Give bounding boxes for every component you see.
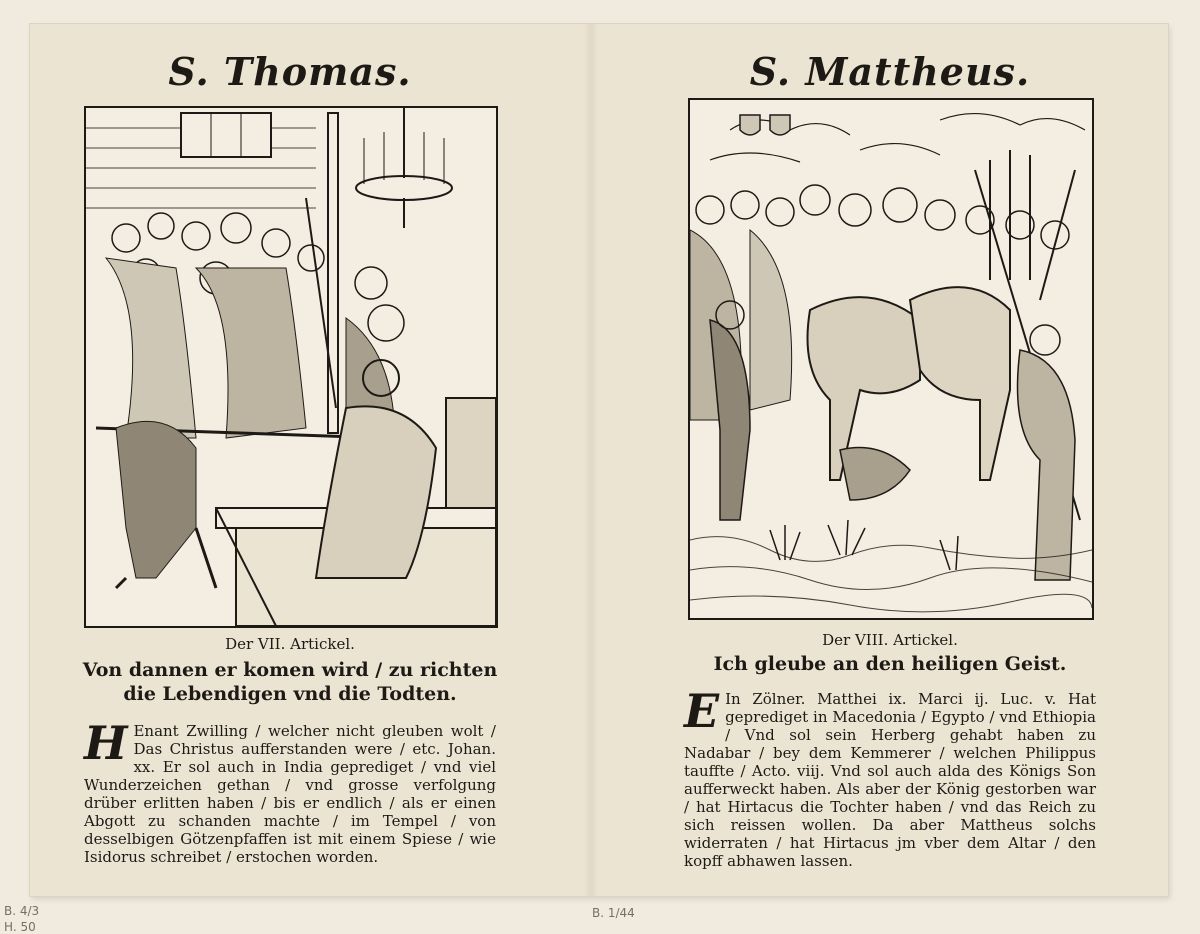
margin-note-bottom-left: B. 4/3 [4,904,40,918]
thomas-woodcut-illustration [86,108,496,626]
right-article-label: Der VIII. Artickel. [822,631,958,649]
right-page-heading: S. Mattheus. [749,49,1031,94]
center-fold [584,24,598,896]
left-article-text: Von dannen er komen wird / zu richten die Lebendigen vnd die Todten. [82,659,498,705]
right-body-text: In Zölner. Matthei ix. Marci ij. Luc. v. Hat geprediget in Macedonia / Egypto / vnd Ethiopia / Vnd sol sein Herberg gehabt haben zu Nadabar / bey dem Kemmerer / welchen Philippus tauffte / Acto. viij. Vnd sol auch alda des Königs Son aufferweckt haben. Als aber der König gestorben war / hat Hirtacus die Tochter haben / vnd das Reich zu sich reissen wollen. Da aber Mattheus solchs widerraten / hat Hirtacus jm vber dem Altar / den kopff abhawen lassen. [684,690,1096,870]
left-body-text: Enant Zwilling / welcher nicht gleuben wolt / Das Christus aufferstanden were / etc. Johan. xx. Er sol auch in India geprediget / vnd viel Wunderzeichen gethan / vnd grosse verfolgung drüber erlitten haben / bis er endlich / als er einen Abgott zu schanden machte / im Tempel / von desselbigen Götzenpfaffen ist mit einem Spiese / wie Isidorus schreibet / erstochen worden. [84,722,496,866]
right-body [684,684,1096,870]
right-drop-initial: E [684,684,720,738]
mattheus-woodcut-illustration [690,100,1092,618]
right-article-text: Ich gleube an den heiligen Geist. [713,653,1067,675]
left-page-heading: S. Thomas. [168,49,412,94]
margin-note-bottom-center: B. 1/44 [592,906,635,920]
thomas-woodcut [84,106,498,628]
mattheus-woodcut [688,98,1094,620]
left-body [84,716,496,866]
left-drop-initial: H [84,716,128,770]
margin-note-bottom-left-2: H. 50 [4,920,36,934]
left-article-label: Der VII. Artickel. [225,635,355,653]
